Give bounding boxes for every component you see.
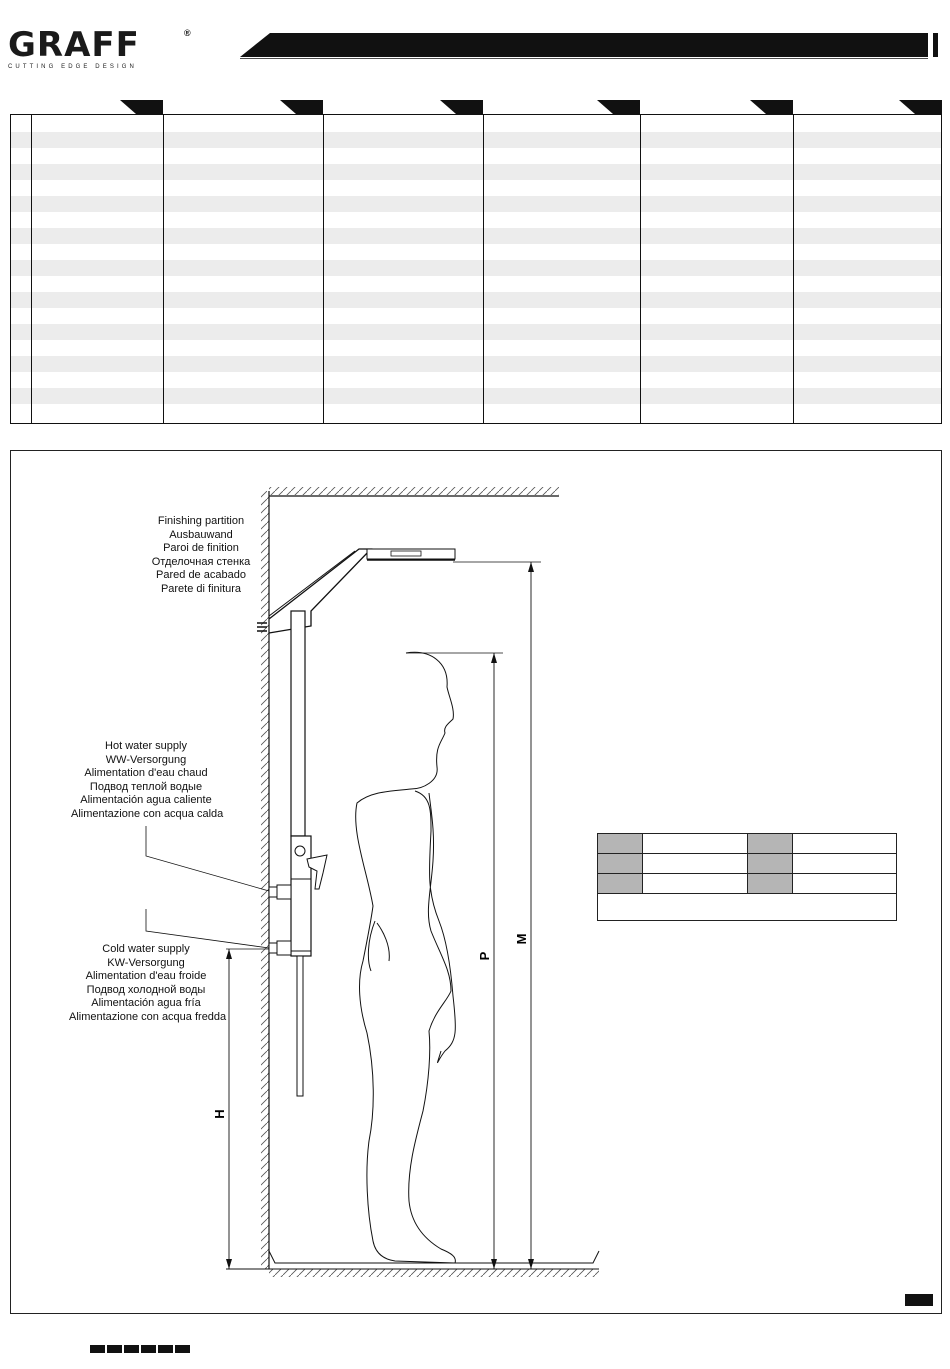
brand-tagline: CUTTING EDGE DESIGN bbox=[8, 64, 137, 70]
registered-mark: ® bbox=[184, 28, 191, 38]
cold-water-supply-label: Cold water supply KW-Versorgung Alimentation d'eau froide Подвод холодной воды Alimentación agua fría Alimentazione con acqua fredda bbox=[69, 943, 227, 1023]
dim-label-p: P bbox=[477, 951, 492, 961]
hot-water-supply-label: Hot water supply WW-Versorgung Alimentation d'eau chaud Подвод теплой водые Alimentación agua caliente Alimentazione con acqua calda bbox=[71, 740, 224, 820]
spec-row bbox=[598, 834, 897, 854]
footer-code-blocks bbox=[90, 1345, 190, 1353]
dim-label-h: H bbox=[212, 1109, 227, 1119]
installation-diagram bbox=[10, 450, 942, 1314]
brand-name: GRAFF bbox=[8, 25, 140, 65]
table-stripes bbox=[10, 132, 942, 404]
column-header-tabs bbox=[120, 100, 942, 114]
spec-note-row bbox=[598, 894, 897, 921]
spec-row bbox=[598, 874, 897, 894]
graff-logo bbox=[8, 25, 191, 70]
page-number-badge bbox=[905, 1294, 933, 1306]
dim-label-m: M bbox=[514, 933, 529, 945]
finishing-partition-label: Finishing partition Ausbauwand Paroi de finition Отделочная стенка Pared de acabado Parete di finitura bbox=[151, 515, 251, 595]
product-table bbox=[10, 97, 942, 424]
dimension-spec-table bbox=[597, 833, 897, 921]
spec-row bbox=[598, 854, 897, 874]
header-bar bbox=[240, 30, 940, 60]
